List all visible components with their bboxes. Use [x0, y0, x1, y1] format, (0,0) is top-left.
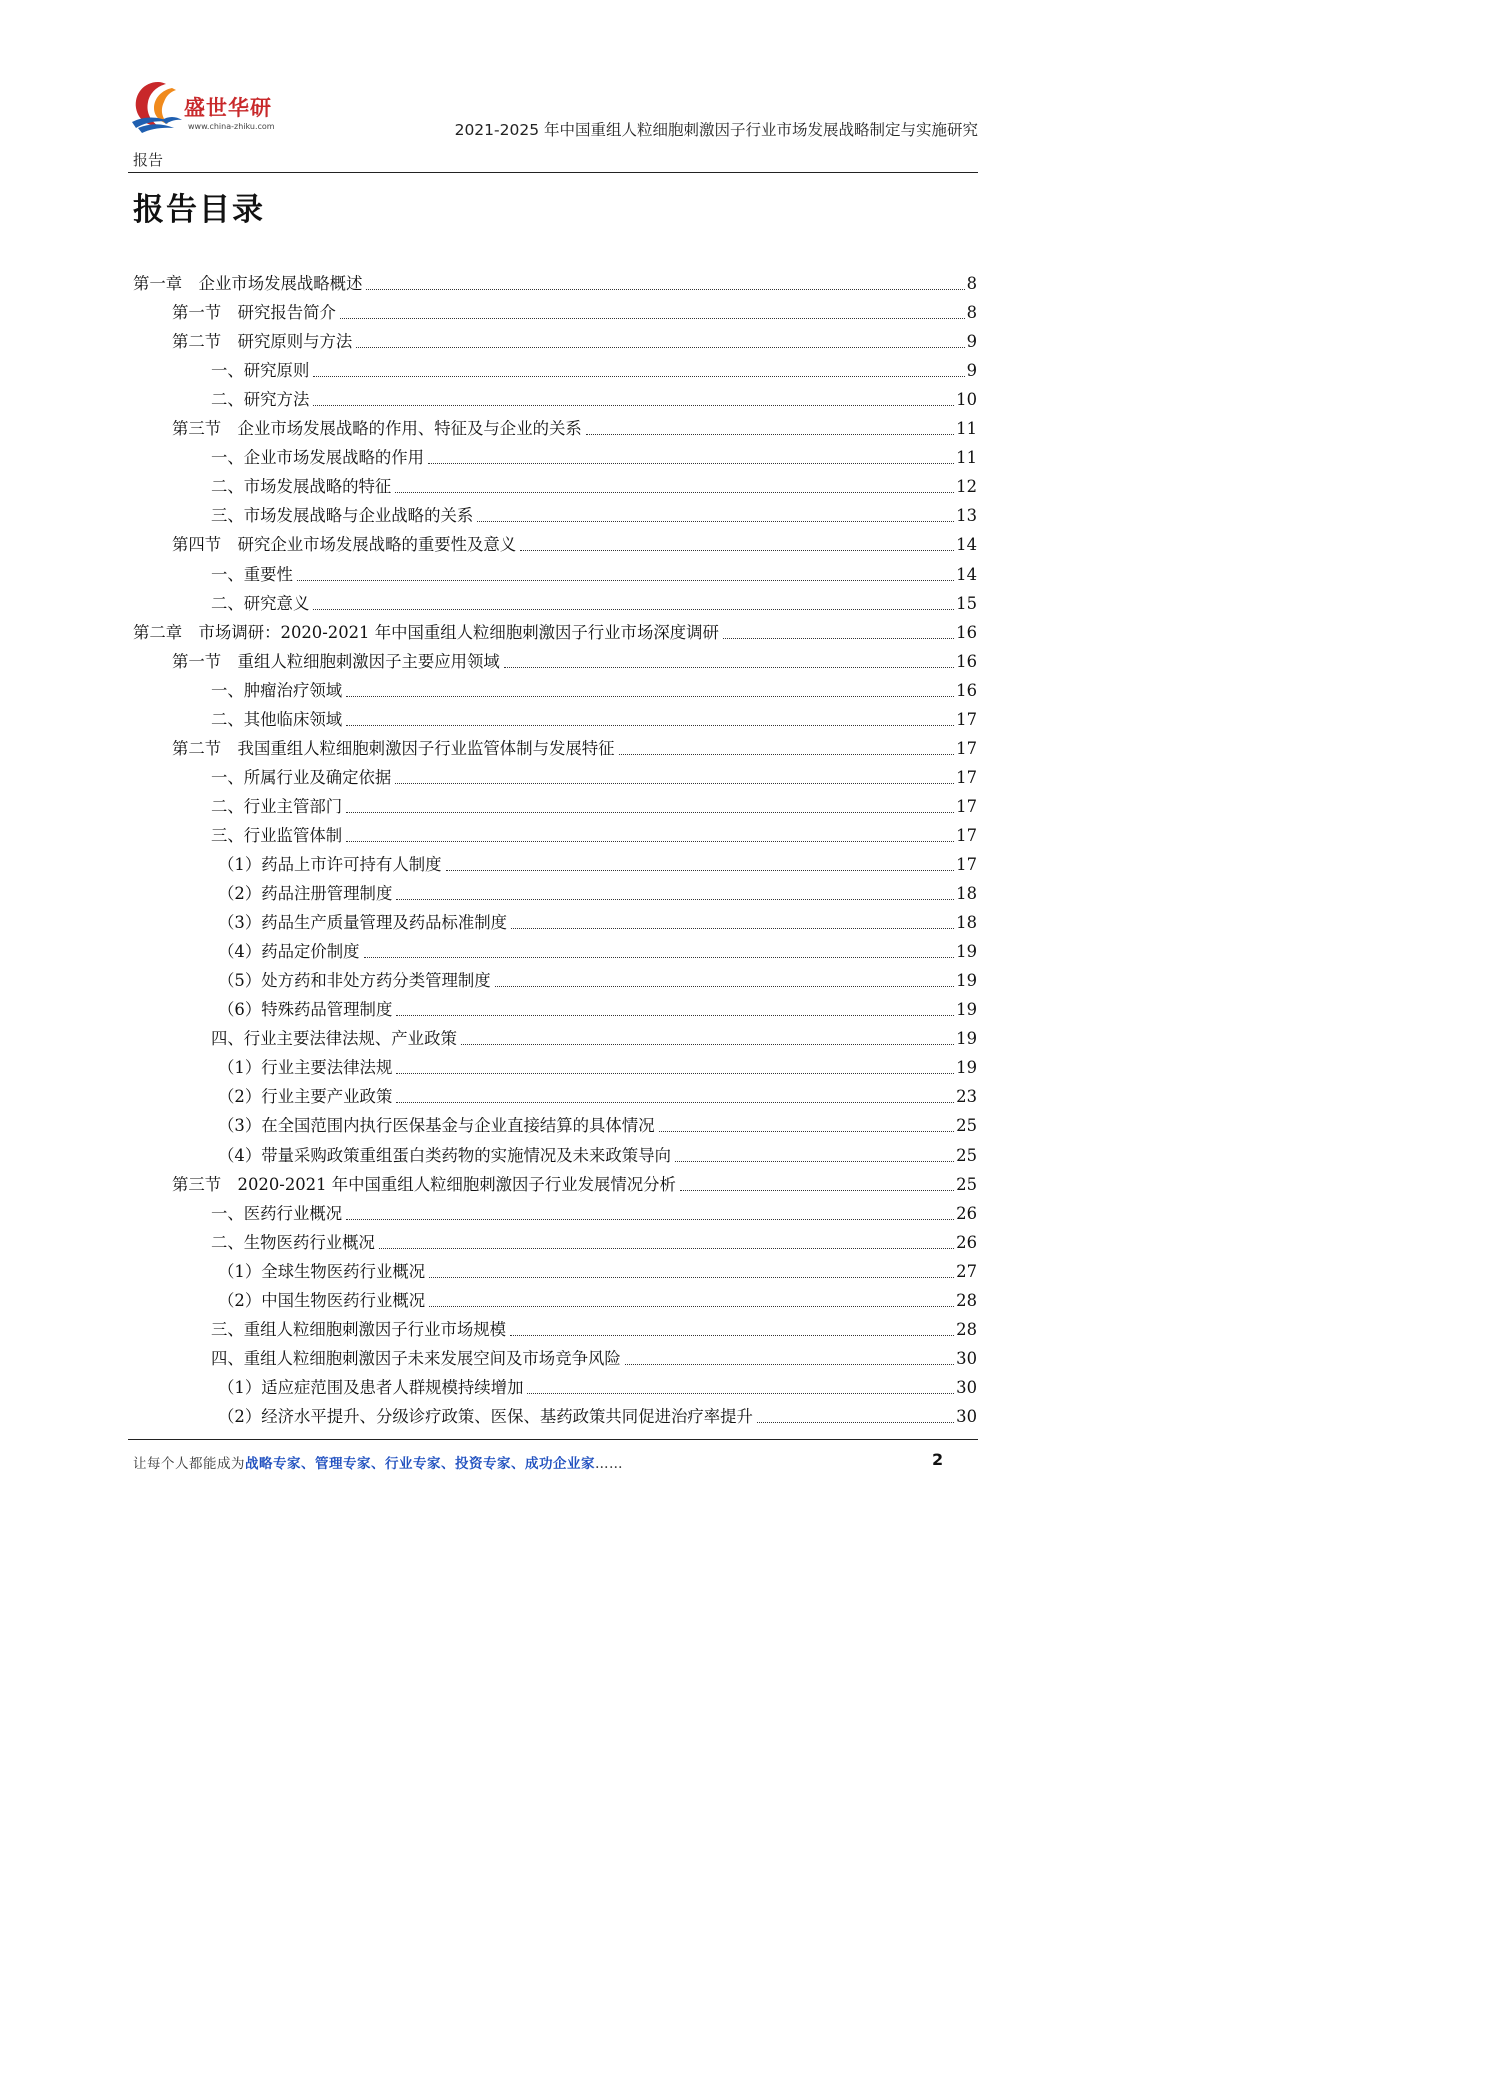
toc-dot-leader: [659, 1131, 955, 1132]
toc-entry-title: （3）药品生产质量管理及药品标准制度: [218, 913, 508, 933]
toc-entry[interactable]: [218, 1257, 977, 1283]
toc-entry[interactable]: [172, 734, 977, 760]
toc-entry[interactable]: [172, 298, 977, 324]
toc-entry[interactable]: [172, 327, 977, 353]
toc-entry-title: （2）中国生物医药行业概况: [218, 1290, 426, 1310]
toc-entry-page: 25: [956, 1116, 977, 1136]
toc-entry[interactable]: [218, 937, 977, 963]
toc-dot-leader: [625, 1364, 954, 1365]
toc-entry[interactable]: [211, 443, 977, 469]
toc-entry-title: 二、研究方法: [211, 390, 310, 410]
toc-entry[interactable]: [211, 1199, 977, 1225]
toc-entry[interactable]: [218, 879, 977, 905]
toc-entry-page: 12: [956, 477, 977, 497]
toc-entry-title: 第四节 研究企业市场发展战略的重要性及意义: [172, 535, 517, 555]
toc-entry-title: 一、研究原则: [211, 361, 310, 381]
company-logo: [128, 76, 298, 138]
toc-entry-page: 19: [956, 1029, 977, 1049]
toc-dot-leader: [511, 928, 954, 929]
header-divider: [128, 172, 978, 173]
toc-entry[interactable]: [218, 1082, 977, 1108]
toc-dot-leader: [395, 783, 954, 784]
toc-entry[interactable]: [218, 1111, 977, 1137]
toc-dot-leader: [297, 580, 954, 581]
toc-entry-title: 二、其他临床领域: [211, 709, 343, 729]
toc-entry[interactable]: [172, 530, 977, 556]
toc-entry[interactable]: [218, 1373, 977, 1399]
toc-dot-leader: [313, 376, 964, 377]
toc-entry-page: 19: [956, 1058, 977, 1078]
toc-entry[interactable]: [211, 385, 977, 411]
toc-dot-leader: [346, 1219, 954, 1220]
toc-entry-page: 26: [956, 1232, 977, 1252]
toc-entry-title: 一、企业市场发展战略的作用: [211, 448, 425, 468]
toc-entry-title: 第二节 研究原则与方法: [172, 332, 353, 352]
toc-entry[interactable]: [172, 414, 977, 440]
toc-entry[interactable]: [211, 763, 977, 789]
toc-dot-leader: [477, 521, 954, 522]
toc-dot-leader: [527, 1393, 954, 1394]
toc-entry-page: 10: [956, 390, 977, 410]
toc-entry-page: 16: [956, 680, 977, 700]
toc-entry[interactable]: [211, 356, 977, 382]
toc-entry-title: 第一节 重组人粒细胞刺激因子主要应用领域: [172, 651, 500, 671]
toc-entry[interactable]: [218, 908, 977, 934]
toc-entry[interactable]: [211, 1024, 977, 1050]
toc-entry-title: （1）适应症范围及患者人群规模持续增加: [218, 1377, 524, 1397]
toc-entry-title: 一、重要性: [211, 564, 293, 584]
toc-dot-leader: [520, 550, 954, 551]
toc-entry-page: 19: [956, 942, 977, 962]
toc-entry-title: 一、医药行业概况: [211, 1203, 343, 1223]
toc-entry[interactable]: [218, 966, 977, 992]
toc-dot-leader: [366, 289, 964, 290]
toc-entry[interactable]: [211, 1344, 977, 1370]
toc-entry-title: 第二章 市场调研：2020-2021 年中国重组人粒细胞刺激因子行业市场深度调研: [133, 622, 719, 642]
toc-entry-page: 30: [956, 1377, 977, 1397]
toc-entry-title: （2）行业主要产业政策: [218, 1087, 393, 1107]
toc-entry-page: 9: [966, 361, 977, 381]
toc-entry-title: 二、行业主管部门: [211, 796, 343, 816]
toc-entry-page: 16: [956, 622, 977, 642]
toc-entry-title: 一、肿瘤治疗领域: [211, 680, 343, 700]
toc-dot-leader: [396, 1073, 954, 1074]
toc-dot-leader: [510, 1335, 954, 1336]
toc-entry-title: 二、市场发展战略的特征: [211, 477, 392, 497]
logo-name: 盛世华研: [184, 96, 272, 120]
toc-entry-page: 30: [956, 1406, 977, 1426]
footer-slogan-highlight: 战略专家、管理专家、行业专家、投资专家、成功企业家: [245, 1456, 595, 1472]
toc-dot-leader: [586, 434, 954, 435]
toc-entry-page: 25: [956, 1145, 977, 1165]
toc-dot-leader: [313, 405, 954, 406]
toc-entry[interactable]: [211, 472, 977, 498]
toc-dot-leader: [680, 1190, 954, 1191]
toc-dot-leader: [346, 812, 954, 813]
toc-entry[interactable]: [211, 705, 977, 731]
toc-entry[interactable]: [211, 589, 977, 615]
toc-entry-title: （1）行业主要法律法规: [218, 1058, 393, 1078]
toc-dot-leader: [346, 841, 954, 842]
toc-entry-page: 9: [966, 332, 977, 352]
toc-entry-page: 17: [956, 855, 977, 874]
toc-entry-page: 16: [956, 651, 977, 671]
toc-entry[interactable]: [218, 995, 977, 1021]
toc-entry-title: （3）在全国范围内执行医保基金与企业直接结算的具体情况: [218, 1116, 655, 1136]
toc-entry-page: 14: [956, 564, 977, 584]
toc-entry-page: 27: [956, 1261, 977, 1281]
toc-entry[interactable]: [133, 618, 977, 644]
toc-entry-title: （1）药品上市许可持有人制度: [218, 855, 442, 874]
toc-entry[interactable]: [218, 1286, 977, 1312]
toc-dot-leader: [395, 492, 954, 493]
toc-entry-title: 三、市场发展战略与企业战略的关系: [211, 506, 474, 526]
toc-dot-leader: [396, 1015, 954, 1016]
toc-entry-title: 第二节 我国重组人粒细胞刺激因子行业监管体制与发展特征: [172, 738, 615, 758]
report-header-subtitle: 报告: [133, 151, 164, 169]
toc-entry[interactable]: [211, 676, 977, 702]
toc-entry-title: （4）带量采购政策重组蛋白类药物的实施情况及未来政策导向: [218, 1145, 671, 1165]
toc-entry-page: 19: [956, 971, 977, 991]
toc-dot-leader: [461, 1044, 954, 1045]
toc-entry-page: 17: [956, 738, 977, 758]
toc-entry-page: 11: [956, 448, 977, 468]
toc-entry[interactable]: [172, 1170, 977, 1196]
toc-dot-leader: [396, 899, 954, 900]
toc-dot-leader: [446, 870, 955, 871]
toc-entry-title: 第一章 企业市场发展战略概述: [133, 274, 363, 293]
toc-entry-page: 8: [966, 274, 977, 293]
toc-entry[interactable]: [172, 647, 977, 673]
toc-entry-page: 23: [956, 1087, 977, 1107]
toc-entry-title: （2）经济水平提升、分级诊疗政策、医保、基药政策共同促进治疗率提升: [218, 1406, 753, 1426]
toc-dot-leader: [340, 318, 965, 319]
toc-entry-title: 第三节 企业市场发展战略的作用、特征及与企业的关系: [172, 419, 582, 439]
toc-dot-leader: [429, 1277, 954, 1278]
toc-dot-leader: [723, 638, 954, 639]
toc-entry-title: 二、生物医药行业概况: [211, 1232, 375, 1252]
toc-entry-page: 26: [956, 1203, 977, 1223]
toc-dot-leader: [346, 725, 954, 726]
toc-dot-leader: [346, 696, 954, 697]
toc-entry[interactable]: [211, 1228, 977, 1254]
toc-entry[interactable]: [211, 501, 977, 527]
toc-entry[interactable]: [211, 792, 977, 818]
toc-entry-title: （6）特殊药品管理制度: [218, 1000, 393, 1020]
toc-entry-page: 15: [956, 593, 977, 613]
toc-entry-page: 17: [956, 767, 977, 787]
toc-dot-leader: [495, 986, 954, 987]
toc-entry-title: 三、行业监管体制: [211, 825, 343, 845]
toc-entry-page: 8: [966, 303, 977, 323]
toc-entry-title: 一、所属行业及确定依据: [211, 767, 392, 787]
logo-url: www.china-zhiku.com: [188, 122, 275, 131]
page-title: 报告目录: [133, 192, 265, 228]
toc-entry-title: 二、研究意义: [211, 593, 310, 613]
footer-slogan-prefix: 让每个人都能成为: [133, 1456, 245, 1472]
toc-entry-page: 19: [956, 1000, 977, 1020]
toc-entry[interactable]: [211, 560, 977, 586]
toc-dot-leader: [364, 957, 955, 958]
toc-entry[interactable]: [218, 1141, 977, 1167]
toc-dot-leader: [504, 667, 954, 668]
toc-dot-leader: [675, 1161, 954, 1162]
toc-entry-title: 第一节 研究报告简介: [172, 303, 336, 323]
toc-dot-leader: [429, 1306, 954, 1307]
toc-entry[interactable]: [133, 269, 977, 295]
report-header-title: 2021-2025 年中国重组人粒细胞刺激因子行业市场发展战略制定与实施研究: [454, 121, 978, 139]
toc-entry-page: 30: [956, 1348, 977, 1368]
toc-entry[interactable]: [211, 1315, 977, 1341]
toc-entry[interactable]: [218, 1402, 977, 1428]
toc-dot-leader: [396, 1102, 954, 1103]
footer-divider: [128, 1439, 978, 1440]
page-number: 2: [932, 1450, 944, 1469]
toc-entry[interactable]: [218, 850, 977, 876]
toc-entry-page: 11: [956, 419, 977, 439]
toc-entry-title: （4）药品定价制度: [218, 942, 360, 962]
toc-entry-title: （5）处方药和非处方药分类管理制度: [218, 971, 491, 991]
toc-entry-title: 四、行业主要法律法规、产业政策: [211, 1029, 457, 1049]
logo-emblem-icon: [128, 76, 186, 138]
toc-entry-page: 13: [956, 506, 977, 526]
toc-dot-leader: [428, 463, 954, 464]
toc-entry-page: 17: [956, 825, 977, 845]
toc-entry-title: 第三节 2020-2021 年中国重组人粒细胞刺激因子行业发展情况分析: [172, 1174, 676, 1194]
toc-entry-title: （2）药品注册管理制度: [218, 884, 393, 904]
toc-dot-leader: [379, 1248, 954, 1249]
toc-dot-leader: [757, 1422, 954, 1423]
toc-entry-page: 14: [956, 535, 977, 555]
toc-entry-page: 17: [956, 709, 977, 729]
footer-slogan: [133, 1452, 623, 1472]
toc-entry[interactable]: [218, 1053, 977, 1079]
toc-entry-title: 四、重组人粒细胞刺激因子未来发展空间及市场竞争风险: [211, 1348, 621, 1368]
toc-dot-leader: [313, 609, 954, 610]
toc-entry-page: 18: [956, 884, 977, 904]
toc-entry-title: （1）全球生物医药行业概况: [218, 1261, 426, 1281]
toc-entry-title: 三、重组人粒细胞刺激因子行业市场规模: [211, 1319, 507, 1339]
toc-entry-page: 25: [956, 1174, 977, 1194]
toc-entry[interactable]: [211, 821, 977, 847]
toc-entry-page: 18: [956, 913, 977, 933]
toc-dot-leader: [356, 347, 964, 348]
footer-slogan-suffix: ……: [595, 1456, 623, 1472]
toc-dot-leader: [619, 754, 955, 755]
toc-entry-page: 17: [956, 796, 977, 816]
toc-entry-page: 28: [956, 1319, 977, 1339]
toc-entry-page: 28: [956, 1290, 977, 1310]
